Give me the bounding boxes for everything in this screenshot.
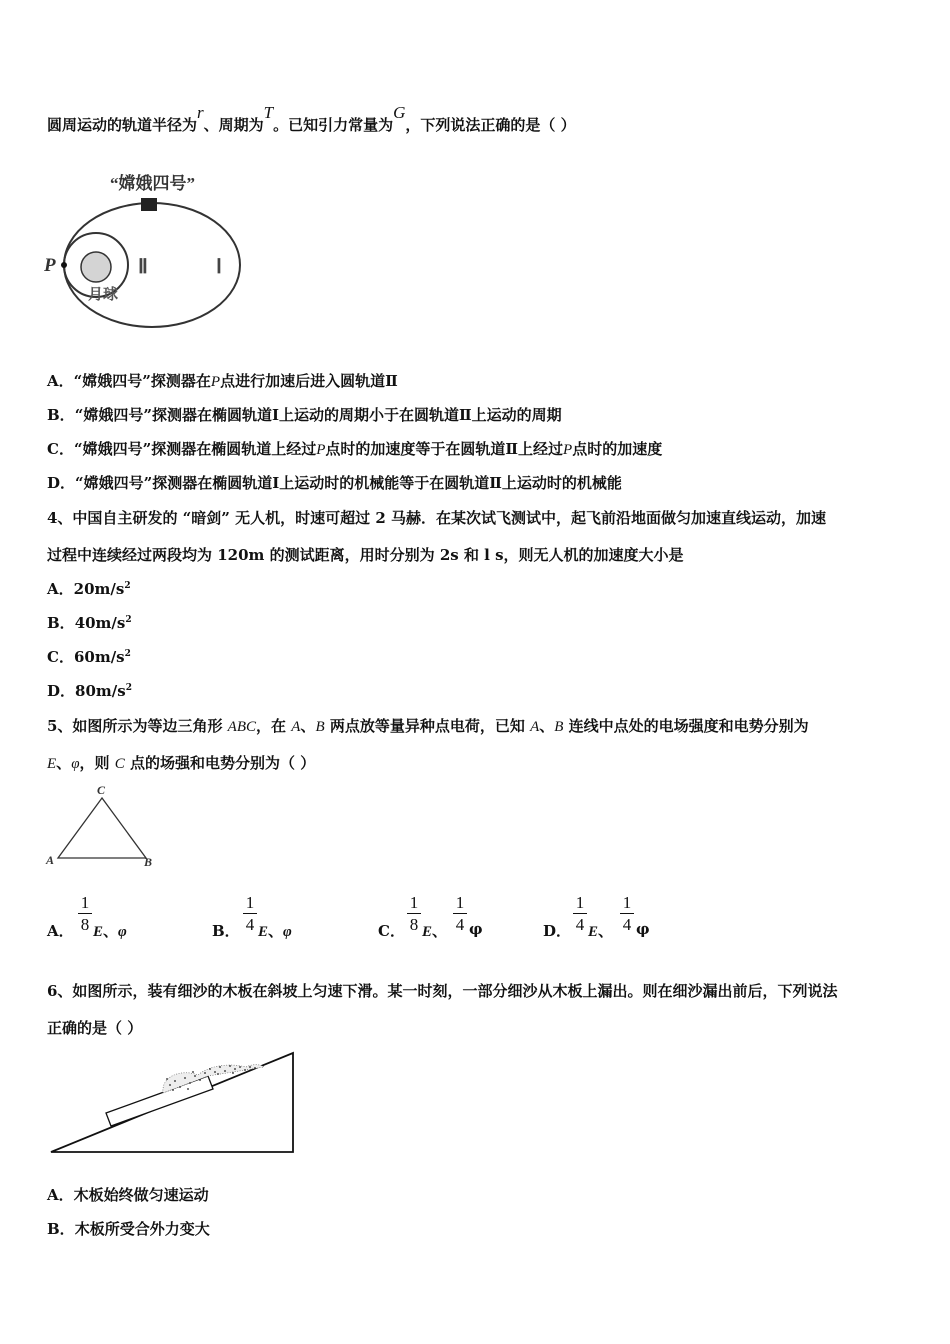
symbol-b: B bbox=[315, 719, 325, 735]
slope-diagram bbox=[48, 1045, 298, 1157]
fraction-numerator: 1 bbox=[620, 893, 634, 914]
q5-text: 两点放等量异种点电荷，已知 bbox=[324, 717, 531, 735]
q6-option-a[interactable] bbox=[47, 1184, 209, 1205]
separator: 、 bbox=[432, 922, 448, 940]
option-key: A． bbox=[47, 372, 74, 390]
option-text: 木板始终做匀速运动 bbox=[73, 1186, 209, 1204]
fraction-numerator: 1 bbox=[407, 893, 421, 914]
option-key: C． bbox=[47, 648, 74, 666]
q3-option-a[interactable] bbox=[47, 370, 398, 391]
stem-text-4: ，下列说法正确的是（ ） bbox=[405, 116, 576, 134]
vertex-b-label: B bbox=[144, 855, 153, 869]
q3-option-b[interactable] bbox=[47, 404, 562, 425]
symbol-c: C bbox=[114, 756, 125, 772]
question-5-line-1 bbox=[47, 715, 809, 736]
fraction-numerator: 1 bbox=[453, 893, 467, 914]
fraction-denominator: 4 bbox=[245, 915, 255, 934]
q5-text: 点的场强和电势分别为（ ） bbox=[124, 754, 316, 772]
q5-text: 5、如图所示为等边三角形 bbox=[47, 717, 228, 735]
option-key: C． bbox=[47, 440, 74, 458]
probe-label: “嫦娥四号” bbox=[110, 174, 195, 193]
equilateral-triangle bbox=[58, 798, 146, 858]
option-text: “嫦娥四号”探测器在 bbox=[73, 372, 211, 390]
fraction bbox=[620, 893, 634, 936]
stem-text-2: 、周期为 bbox=[203, 116, 264, 134]
question-4-line-2: 过程中连续经过两段均为 120m 的测试距离，用时分别为 2s 和 l s，则无人机的加速度大小是 bbox=[47, 546, 684, 564]
q5-text: ，在 bbox=[256, 717, 292, 735]
fraction-denominator: 4 bbox=[455, 915, 465, 934]
option-text: 点时的加速度等于在圆轨道Ⅱ上经过 bbox=[325, 440, 564, 458]
symbol-abc: ABC bbox=[227, 719, 257, 735]
q4-option-c[interactable] bbox=[47, 646, 131, 667]
fraction-denominator: 4 bbox=[622, 915, 632, 934]
fraction bbox=[78, 893, 92, 936]
point-p-label: P bbox=[44, 255, 56, 276]
orbit-diagram bbox=[40, 165, 260, 340]
symbol-phi: φ bbox=[283, 924, 292, 940]
option-key: D． bbox=[543, 922, 572, 940]
fraction-denominator: 8 bbox=[80, 915, 90, 934]
symbol-p: P bbox=[563, 442, 573, 458]
symbol-phi: φ bbox=[71, 756, 80, 772]
q6-option-b[interactable] bbox=[47, 1218, 210, 1239]
option-value: 60m/s bbox=[73, 648, 125, 666]
moon-label: 月球 bbox=[88, 287, 119, 303]
symbol-e: E bbox=[47, 756, 57, 772]
q5-option-d[interactable] bbox=[543, 893, 683, 943]
symbol-p: P bbox=[316, 442, 326, 458]
option-value: 80m/s bbox=[75, 682, 126, 700]
option-key: D． bbox=[47, 474, 76, 492]
triangle-diagram bbox=[44, 782, 159, 872]
symbol-e: E bbox=[93, 924, 104, 940]
point-p-marker bbox=[61, 262, 67, 268]
option-key: D． bbox=[47, 682, 76, 700]
symbol-a: A bbox=[291, 719, 301, 735]
fraction bbox=[407, 893, 421, 936]
fraction-numerator: 1 bbox=[573, 893, 587, 914]
vertex-c-label: C bbox=[97, 783, 106, 797]
q5-text: ，则 bbox=[79, 754, 115, 772]
question-6-line-2: 正确的是（ ） bbox=[47, 1019, 143, 1037]
option-text: 木板所受合外力变大 bbox=[74, 1220, 210, 1238]
fraction-denominator: 8 bbox=[409, 915, 419, 934]
option-key: A． bbox=[47, 922, 74, 940]
symbol-e: E bbox=[422, 924, 433, 940]
fraction-numerator: 1 bbox=[78, 893, 92, 914]
option-text: 点时的加速度 bbox=[572, 440, 663, 458]
option-value: 20m/s bbox=[73, 580, 125, 598]
wooden-board bbox=[106, 1076, 213, 1126]
option-value: 40m/s bbox=[74, 614, 126, 632]
symbol-b: B bbox=[554, 719, 564, 735]
question-4-line-1: 4、中国自主研发的 “暗剑” 无人机，时速可超过 2 马赫．在某次试飞测试中，起飞前沿地面做匀加速直线运动，加速 bbox=[47, 509, 827, 527]
option-key: B． bbox=[47, 406, 75, 424]
fraction-denominator: 4 bbox=[575, 915, 585, 934]
option-key: B． bbox=[47, 614, 75, 632]
q3-option-c[interactable] bbox=[47, 438, 662, 459]
fraction-numerator: 1 bbox=[243, 893, 257, 914]
option-key: C． bbox=[378, 922, 405, 940]
symbol-e: E bbox=[258, 924, 269, 940]
moon-icon bbox=[81, 252, 111, 282]
stem-text-1: 圆周运动的轨道半径为 bbox=[47, 116, 198, 134]
option-exponent: 2 bbox=[125, 683, 132, 693]
symbol-e: E bbox=[588, 924, 599, 940]
probe-icon bbox=[141, 198, 157, 211]
symbol-r: r bbox=[197, 103, 204, 122]
question-3-stem bbox=[47, 103, 576, 135]
option-exponent: 2 bbox=[125, 615, 132, 625]
stem-text-3: 。已知引力常量为 bbox=[273, 116, 394, 134]
orbit-2-label: Ⅱ bbox=[138, 256, 148, 278]
question-6-line-1: 6、如图所示，装有细沙的木板在斜坡上匀速下滑。某一时刻，一部分细沙从木板上漏出。则在细沙漏出前后，下列说法 bbox=[47, 982, 838, 1000]
q5-option-c[interactable] bbox=[378, 893, 518, 943]
fraction bbox=[243, 893, 257, 936]
separator: 、 bbox=[268, 922, 284, 940]
vertex-a-label: A bbox=[46, 853, 55, 867]
q4-option-a[interactable] bbox=[47, 578, 131, 599]
symbol-G: G bbox=[393, 103, 406, 122]
q4-option-b[interactable] bbox=[47, 612, 132, 633]
option-exponent: 2 bbox=[124, 581, 131, 591]
symbol-phi: φ bbox=[636, 920, 650, 938]
q5-option-a[interactable] bbox=[47, 893, 167, 943]
orbit-1-label: Ⅰ bbox=[216, 256, 222, 278]
q5-text: 、 bbox=[539, 717, 555, 735]
symbol-p: P bbox=[210, 374, 221, 390]
separator: 、 bbox=[598, 922, 614, 940]
symbol-T: T bbox=[263, 103, 274, 122]
separator: 、 bbox=[103, 922, 119, 940]
symbol-phi: φ bbox=[118, 924, 127, 940]
fraction bbox=[453, 893, 467, 936]
option-text: “嫦娥四号”探测器在椭圆轨道上经过 bbox=[73, 440, 317, 458]
q5-text: 、 bbox=[56, 754, 72, 772]
question-5-line-2 bbox=[47, 752, 315, 773]
q5-text: 、 bbox=[300, 717, 316, 735]
q4-option-d[interactable] bbox=[47, 680, 132, 701]
option-key: B． bbox=[212, 922, 240, 940]
q5-option-b[interactable] bbox=[212, 893, 332, 943]
option-key: A． bbox=[47, 1186, 74, 1204]
q3-option-d[interactable] bbox=[47, 472, 622, 493]
option-text: “嫦娥四号”探测器在椭圆轨道Ⅰ上运动时的机械能等于在圆轨道Ⅱ上运动时的机械能 bbox=[75, 474, 622, 492]
option-key: B． bbox=[47, 1220, 75, 1238]
q5-text: 连线中点处的电场强度和电势分别为 bbox=[563, 717, 809, 735]
symbol-phi: φ bbox=[469, 920, 483, 938]
option-text: 点进行加速后进入圆轨道Ⅱ bbox=[220, 372, 398, 390]
option-key: A． bbox=[47, 580, 74, 598]
option-text: “嫦娥四号”探测器在椭圆轨道Ⅰ上运动的周期小于在圆轨道Ⅱ上运动的周期 bbox=[74, 406, 562, 424]
symbol-a: A bbox=[530, 719, 540, 735]
option-exponent: 2 bbox=[124, 649, 131, 659]
fraction bbox=[573, 893, 587, 936]
